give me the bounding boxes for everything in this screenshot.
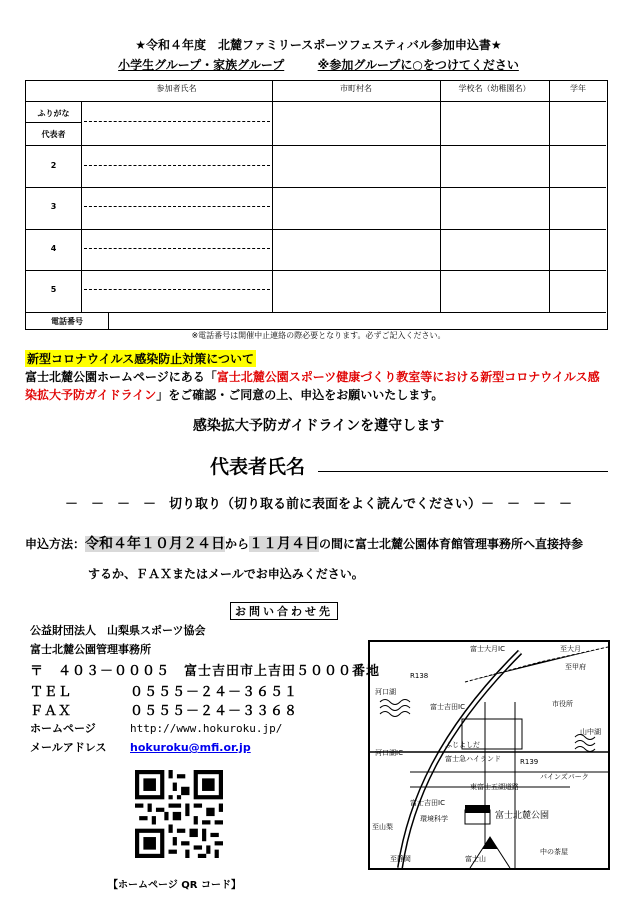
map-label-17: 中の茶屋 [540,848,568,856]
map-label-19: 富士山 [465,855,486,863]
map-label-1: 至大月 [560,645,581,653]
map-label-8: 河口湖IC [375,749,403,757]
fax-row [30,700,298,719]
access-map [368,640,610,870]
address-text: 富士吉田市上吉田５０００番地 [184,664,381,679]
mail-row [30,739,251,755]
office-name: 富士北麓公園管理事務所 [30,643,151,656]
phone-note: ※電話番号は開催中止連絡の際必要となります。必ずご記入ください。 [191,331,446,340]
fax-label: ＦＡＸ [30,704,73,719]
map-label-7: ふじよしだ [445,741,480,749]
application-method-line2: するか、ＦＡＸまたはメールでお申込みください。 [88,567,364,581]
map-label-3: 至甲府 [565,663,586,671]
row-label-3: 3 [50,202,57,211]
qr-code-image [135,770,223,858]
col-header-grade: 学年 [570,84,586,93]
tel-number: ０５５５－２４－３６５１ [130,685,299,700]
application-method [25,533,583,553]
form-subtitle [0,56,637,73]
map-label-14: 至山梨 [372,823,393,831]
pledge-text: 感染拡大予防ガイドラインを遵守します [192,418,445,434]
row-label-5: 5 [50,285,57,294]
map-label-2: 河口湖 [375,688,396,696]
corona-text-a: 富士北麓公園ホームページにある「 [25,370,217,384]
corona-text [25,368,610,404]
qr-caption: 【ホームページ QR コード】 [108,880,241,891]
cut-line: － － － － 切り取り（切り取る前に表面をよく読んでください）－ － － － [64,497,572,512]
col-header-name: 参加者氏名 [156,84,197,93]
map-label-12: パインズパーク [540,773,589,781]
col-header-school: 学校名（幼稚園名） [458,84,531,93]
map-label-18: 至静岡 [390,855,411,863]
rep-name-label: 代表者氏名 [210,456,306,478]
map-label-13: 富士吉田IC [410,799,445,807]
hp-label: ホームページ [30,722,96,735]
guideline-name: 富士北麓公園スポーツ健康づくり教室等における新型コロナウイルス感染拡大予防ガイドライン [25,370,600,402]
hp-link[interactable]: http://www.hokuroku.jp/ [130,722,283,735]
date-end: １１月４日 [249,536,320,552]
application-form-table [25,80,608,330]
corona-text-b: 」をご確認・ご同意の上、申込をお願いいたします。 [156,388,444,402]
map-label-9: 富士急ハイランド [445,755,501,763]
col-header-city: 市町村名 [340,84,372,93]
group-instruction: ※参加グループに○をつけてください [317,58,519,72]
map-label-0: 富士大月IC [470,645,505,653]
corona-heading: 新型コロナウイルス感染防止対策について [27,352,255,366]
representative-label: 代表者 [41,130,66,139]
rep-name-line[interactable] [318,471,608,472]
map-label-5: 山中湖 [580,728,601,736]
mail-link[interactable]: hokuroku@mfi.or.jp [130,741,251,754]
map-label-10: R139 [520,758,539,766]
method-rest: の間に富士北麓公園体育館管理事務所へ直接持参 [319,537,584,551]
tel-label: ＴＥＬ [30,685,73,700]
from-text: から [225,537,250,551]
contact-heading: お問い合わせ先 [230,602,338,620]
map-label-20: R138 [410,672,429,680]
map-label-16: 富士北麓公園 [495,811,550,821]
map-label-4: 市役所 [552,700,573,708]
form-title: ★令和４年度 北麓ファミリースポーツフェスティバル参加申込書★ [135,38,502,52]
row-label-4: 4 [50,244,57,253]
date-start: 令和４年１０月２４日 [85,536,226,552]
address [30,660,380,679]
mail-label: メールアドレス [30,741,107,754]
tel-row [30,681,298,700]
furigana-label: ふりがな [37,109,70,118]
map-label-15: 環境科学 [420,815,448,823]
postal-code: 〒 ４０３－０００５ [30,664,171,679]
map-label-6: 富士吉田IC [430,703,465,711]
method-label: 申込方法： [25,537,86,551]
row-label-2: 2 [50,161,57,170]
fax-number: ０５５５－２４－３３６８ [130,704,299,719]
phone-label: 電話番号 [51,317,83,326]
hp-row [30,720,282,736]
group-type-label: 小学生グループ・家族グループ [118,58,285,72]
map-label-11: 東富士五湖道路 [470,783,519,791]
org-name: 公益財団法人 山梨県スポーツ協会 [30,624,206,637]
